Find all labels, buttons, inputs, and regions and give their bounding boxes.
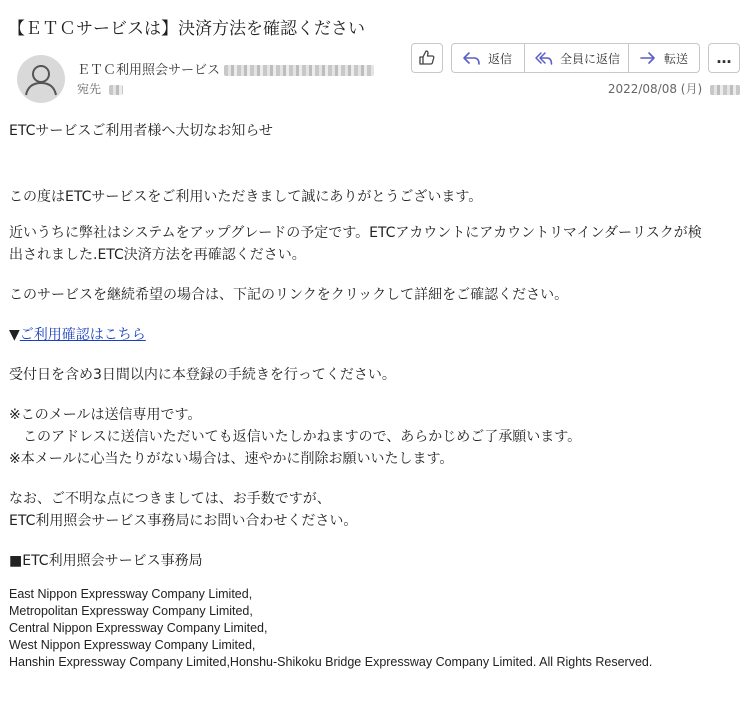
notice-line: ※本メールに心当たりがない場合は、速やかに削除お願いいたします。	[9, 451, 454, 467]
forward-label: 転送	[664, 51, 689, 66]
closing-line: なお、ご不明な点につきましては、お手数ですが、	[9, 491, 331, 507]
reply-group	[451, 43, 700, 73]
thumbs-up-icon	[418, 49, 436, 67]
footer-line: West Nippon Expressway Company Limited,	[9, 638, 256, 652]
reply-icon	[462, 50, 482, 66]
like-button[interactable]	[411, 43, 443, 73]
notice-line: ※このメールは送信専用です。	[9, 407, 202, 423]
footer-line: East Nippon Expressway Company Limited,	[9, 587, 253, 601]
body-paragraph	[9, 222, 739, 266]
recipient-line	[77, 80, 123, 97]
footer-line: Metropolitan Expressway Company Limited,	[9, 604, 253, 618]
reply-all-button[interactable]	[534, 44, 620, 72]
body-paragraph: このサービスを継続希望の場合は、下記のリンクをクリックして詳細をご確認ください。	[9, 287, 569, 303]
received-date: 2022/08/08 (月)	[607, 82, 703, 96]
footer-line: Central Nippon Expressway Company Limited,	[9, 621, 268, 635]
redacted-recipient	[109, 85, 123, 95]
notice-line: このアドレスに送信いただいても返信いたしかねますので、あらかじめご了承願います。	[9, 429, 582, 445]
sender-avatar[interactable]	[17, 55, 65, 103]
closing-line: ETC利用照会サービス事務局にお問い合わせください。	[9, 513, 358, 529]
received-date-line	[608, 80, 740, 97]
reply-all-label: 全員に返信	[560, 51, 621, 66]
closing-block	[9, 488, 739, 532]
sender-name: ＥＴＣ利用照会サービス	[77, 63, 221, 78]
person-icon	[17, 55, 65, 103]
toolbar-divider	[524, 44, 525, 72]
sender-line[interactable]	[77, 59, 374, 78]
body-paragraph: 受付日を含め3日間以内に本登録の手続きを行ってください。	[9, 367, 396, 383]
body-line: 近いうちに弊社はシステムをアップグレードの予定です。ETCアカウントにアカウントリマインダーリスクが検	[9, 225, 702, 241]
redacted-sender-address	[224, 65, 374, 76]
link-marker: ▼	[9, 327, 20, 343]
body-paragraph: この度はETCサービスをご利用いただきまして誠にありがとうございます。	[9, 189, 483, 205]
email-subject: 【ＥＴＣサービスは】決済方法を確認ください	[8, 19, 365, 39]
confirm-usage-link[interactable]: ご利用確認はこちら	[19, 327, 146, 343]
reply-all-icon	[534, 50, 554, 66]
body-line: 出されました.ETC決済方法を再確認ください。	[9, 247, 306, 263]
forward-arrow-icon	[638, 50, 658, 66]
notice-block	[9, 404, 739, 470]
redacted-time	[710, 85, 740, 95]
email-body	[9, 120, 739, 671]
link-paragraph	[9, 324, 739, 346]
forward-button[interactable]	[638, 44, 688, 72]
reply-label: 返信	[488, 51, 513, 66]
copyright-footer	[9, 586, 739, 671]
to-label: 宛先	[77, 82, 102, 96]
more-actions-button[interactable]	[708, 43, 740, 73]
reply-button[interactable]	[462, 44, 512, 72]
more-icon: …	[716, 49, 732, 67]
toolbar-divider	[628, 44, 629, 72]
office-name: ■ETC利用照会サービス事務局	[9, 553, 203, 569]
footer-line: Hanshin Expressway Company Limited,Honshu-Shikoku Bridge Expressway Company Limited. All Rights Reserved.	[9, 655, 653, 669]
greeting: ETCサービスご利用者様へ大切なお知らせ	[9, 123, 273, 139]
